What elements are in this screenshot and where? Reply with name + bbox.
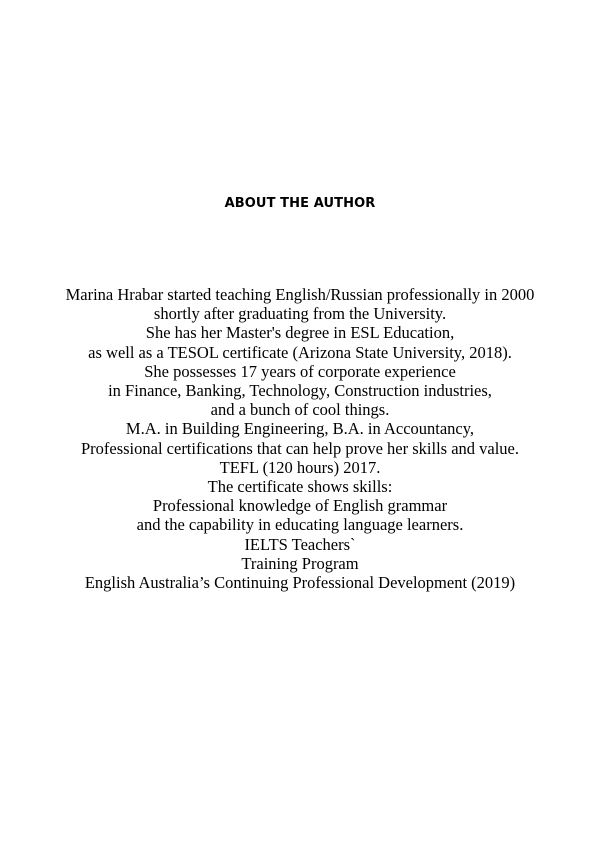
- bio-line: M.A. in Building Engineering, B.A. in Accountancy,: [125, 419, 475, 439]
- bio-line: Professional certifications that can help prove her skills and value.: [80, 438, 520, 458]
- bio-line: She possesses 17 years of corporate experience: [144, 361, 456, 381]
- section-heading: ABOUT THE AUTHOR: [224, 196, 376, 211]
- bio-line: TEFL (120 hours) 2017.: [219, 457, 381, 477]
- bio-line: Marina Hrabar started teaching English/Russian professionally in 2000: [65, 285, 535, 304]
- bio-line: and a bunch of cool things.: [210, 400, 390, 420]
- bio-line: Training Program: [241, 553, 359, 573]
- bio-line: shortly after graduating from the University.: [153, 304, 447, 324]
- bio-line: Professional knowledge of English grammar: [152, 496, 448, 516]
- bio-line: in Finance, Banking, Technology, Construction industries,: [108, 381, 492, 401]
- bio-line: English Australia’s Continuing Professional Development (2019): [84, 573, 516, 593]
- bio-line: as well as a TESOL certificate (Arizona State University, 2018).: [88, 342, 512, 362]
- bio-line: IELTS Teachers`: [244, 534, 356, 554]
- author-bio: [0, 285, 600, 592]
- bio-line: The certificate shows skills:: [207, 477, 393, 497]
- bio-line: and the capability in educating language learners.: [136, 515, 464, 535]
- bio-line: She has her Master's degree in ESL Education,: [145, 323, 455, 343]
